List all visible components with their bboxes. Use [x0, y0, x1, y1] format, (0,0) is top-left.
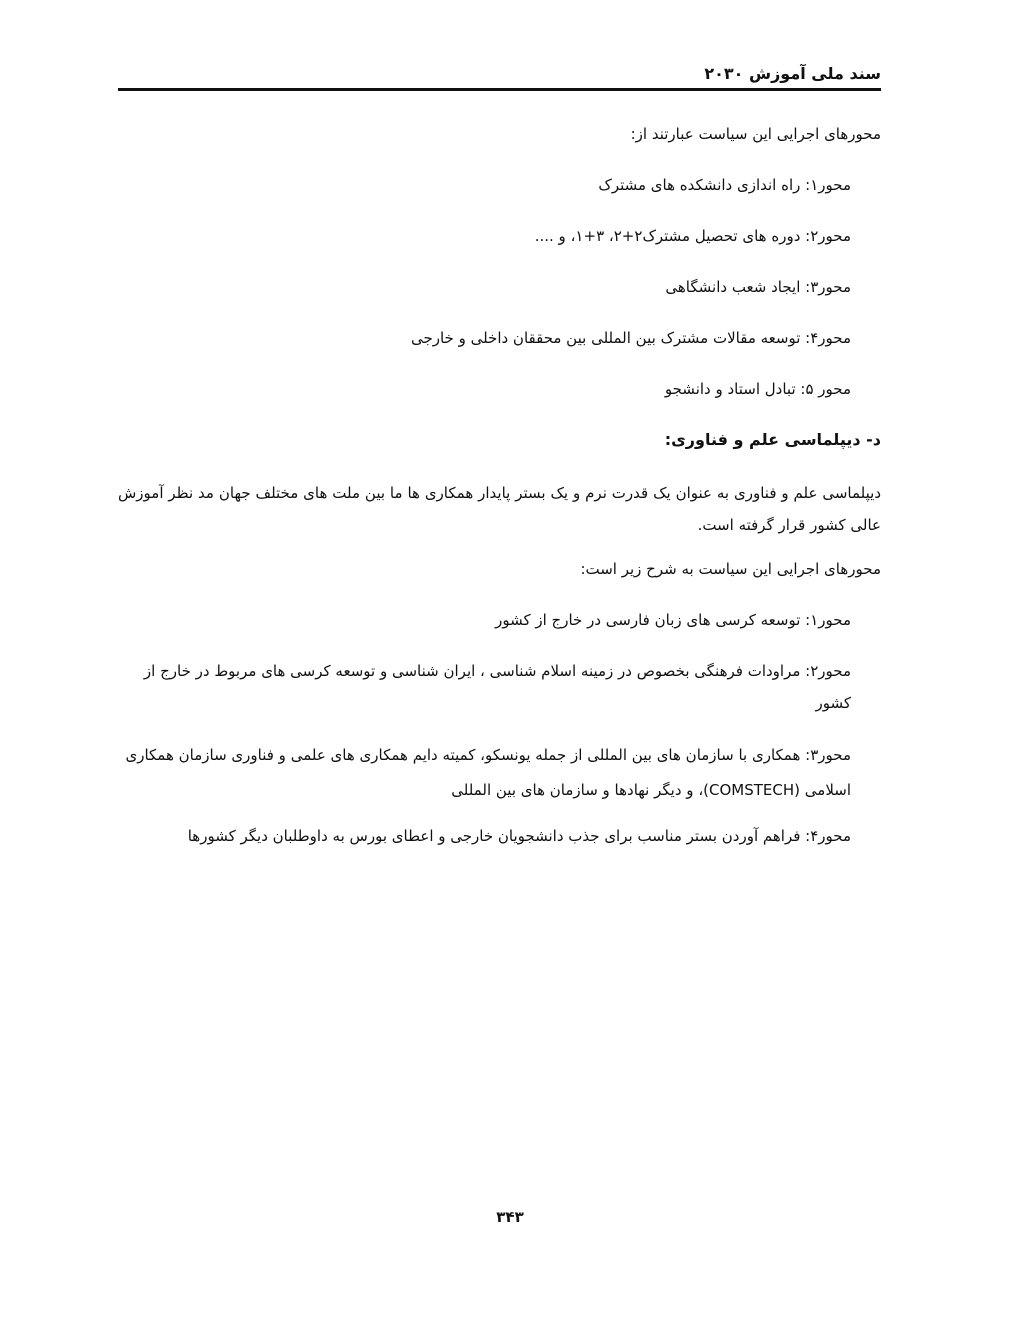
- list-2-item-3-acronym: COMSTECH: [709, 781, 795, 799]
- intro-paragraph-1: محورهای اجرایی این سیاست عبارتند از:: [630, 125, 881, 143]
- intro-paragraph-2: محورهای اجرایی این سیاست به شرح زیر است:: [580, 560, 881, 578]
- list-2-item-4: محور۴: فراهم آوردن بستر مناسب برای جذب دانشجویان خارجی و اعطای بورس به داوطلبان دیگر کشورها: [187, 827, 851, 845]
- header-title: سند ملی آموزش ۲۰۳۰: [704, 64, 881, 83]
- list-2-item-3: [118, 738, 851, 808]
- list-1-item-5: محور ۵: تبادل استاد و دانشجو: [664, 380, 851, 398]
- list-1-item-2: محور۲: دوره های تحصیل مشترک۲+۲، ۳+۱، و ....: [534, 227, 851, 245]
- list-2-item-1: محور۱: توسعه کرسی های زبان فارسی در خارج از کشور: [495, 611, 851, 629]
- page-number: ۳۴۳: [496, 1208, 524, 1226]
- running-header: [118, 58, 881, 90]
- list-1-item-1: محور۱: راه اندازی دانشکده های مشترک: [598, 176, 851, 194]
- list-2-item-3-prefix: محور۳: همکاری با سازمان های بین المللی از جمله یونسکو، کمیته دایم همکاری های علمی و فناوری سازمان همکاری اسلامی (: [125, 746, 851, 799]
- list-1-item-4: محور۴: توسعه مقالات مشترک بین المللی بین محققان داخلی و خارجی: [410, 329, 851, 347]
- section-paragraph: دیپلماسی علم و فناوری به عنوان یک قدرت نرم و یک بستر پایدار همکاری ها ما بین ملت های مختلف جهان مد نظر آموزش عالی کشور قرار گرفته است.: [118, 484, 881, 534]
- section-heading: د- دیپلماسی علم و فناوری:: [664, 430, 881, 449]
- list-1-item-3: محور۳: ایجاد شعب دانشگاهی: [665, 278, 851, 296]
- list-2-item-2: محور۲: مراودات فرهنگی بخصوص در زمینه اسلام شناسی ، ایران شناسی و توسعه کرسی های مربوط در خارج از کشور: [143, 662, 851, 712]
- list-2-item-3-suffix: )، و دیگر نهادها و سازمان های بین المللی: [451, 781, 710, 799]
- header-rule: [118, 88, 881, 91]
- page-body: [118, 118, 881, 871]
